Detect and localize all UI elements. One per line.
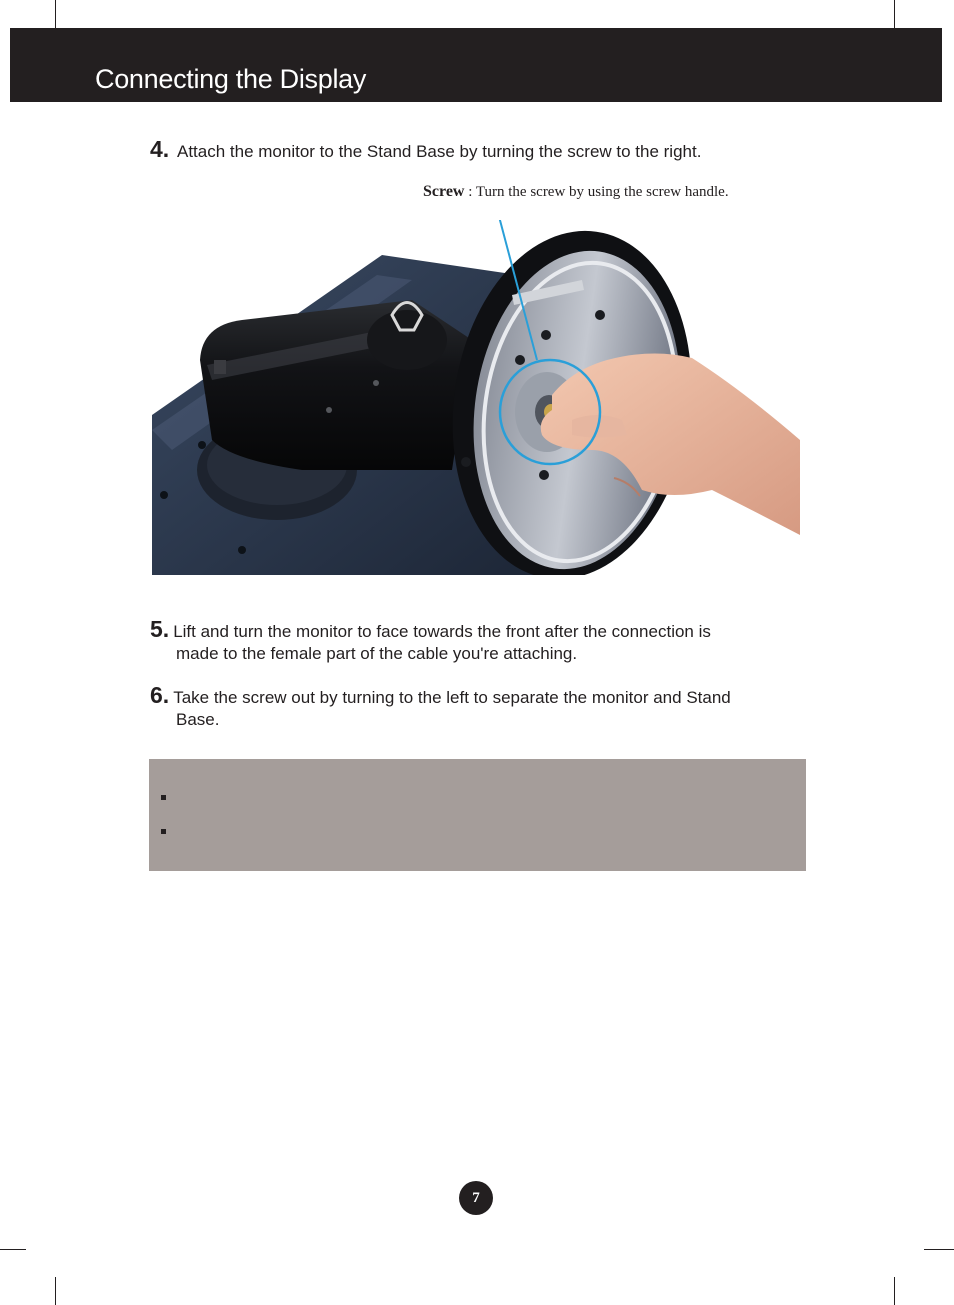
screw-callout bbox=[423, 183, 729, 201]
step-text: Attach the monitor to the Stand Base by turning the screw to the right. bbox=[176, 142, 702, 161]
crop-mark bbox=[0, 1249, 26, 1250]
callout-term: Screw bbox=[423, 183, 465, 200]
step-number: 6. bbox=[150, 682, 170, 708]
page-title: Connecting the Display bbox=[95, 64, 367, 94]
step-5 bbox=[150, 618, 711, 665]
step-number: 5. bbox=[150, 616, 170, 642]
step-number: 4. bbox=[150, 136, 170, 162]
crop-mark bbox=[55, 1277, 56, 1305]
monitor-stand-photo bbox=[152, 220, 800, 575]
bullet-marker bbox=[161, 795, 166, 800]
note-box bbox=[149, 759, 806, 871]
step-text-continued: made to the female part of the cable you're attaching. bbox=[176, 644, 578, 663]
step-text-continued: Base. bbox=[176, 710, 220, 729]
step-4 bbox=[150, 138, 701, 163]
crop-mark bbox=[55, 0, 56, 28]
crop-mark bbox=[894, 0, 895, 28]
page-number: 7 bbox=[459, 1181, 493, 1215]
step-6 bbox=[150, 684, 731, 731]
crop-mark bbox=[924, 1249, 954, 1250]
callout-description: : Turn the screw by using the screw handle. bbox=[464, 184, 729, 200]
bullet-marker bbox=[161, 829, 166, 834]
crop-mark bbox=[894, 1277, 895, 1305]
step-text: Lift and turn the monitor to face towards the front after the connection is bbox=[173, 622, 711, 641]
step-text: Take the screw out by turning to the left to separate the monitor and Stand bbox=[173, 688, 731, 707]
